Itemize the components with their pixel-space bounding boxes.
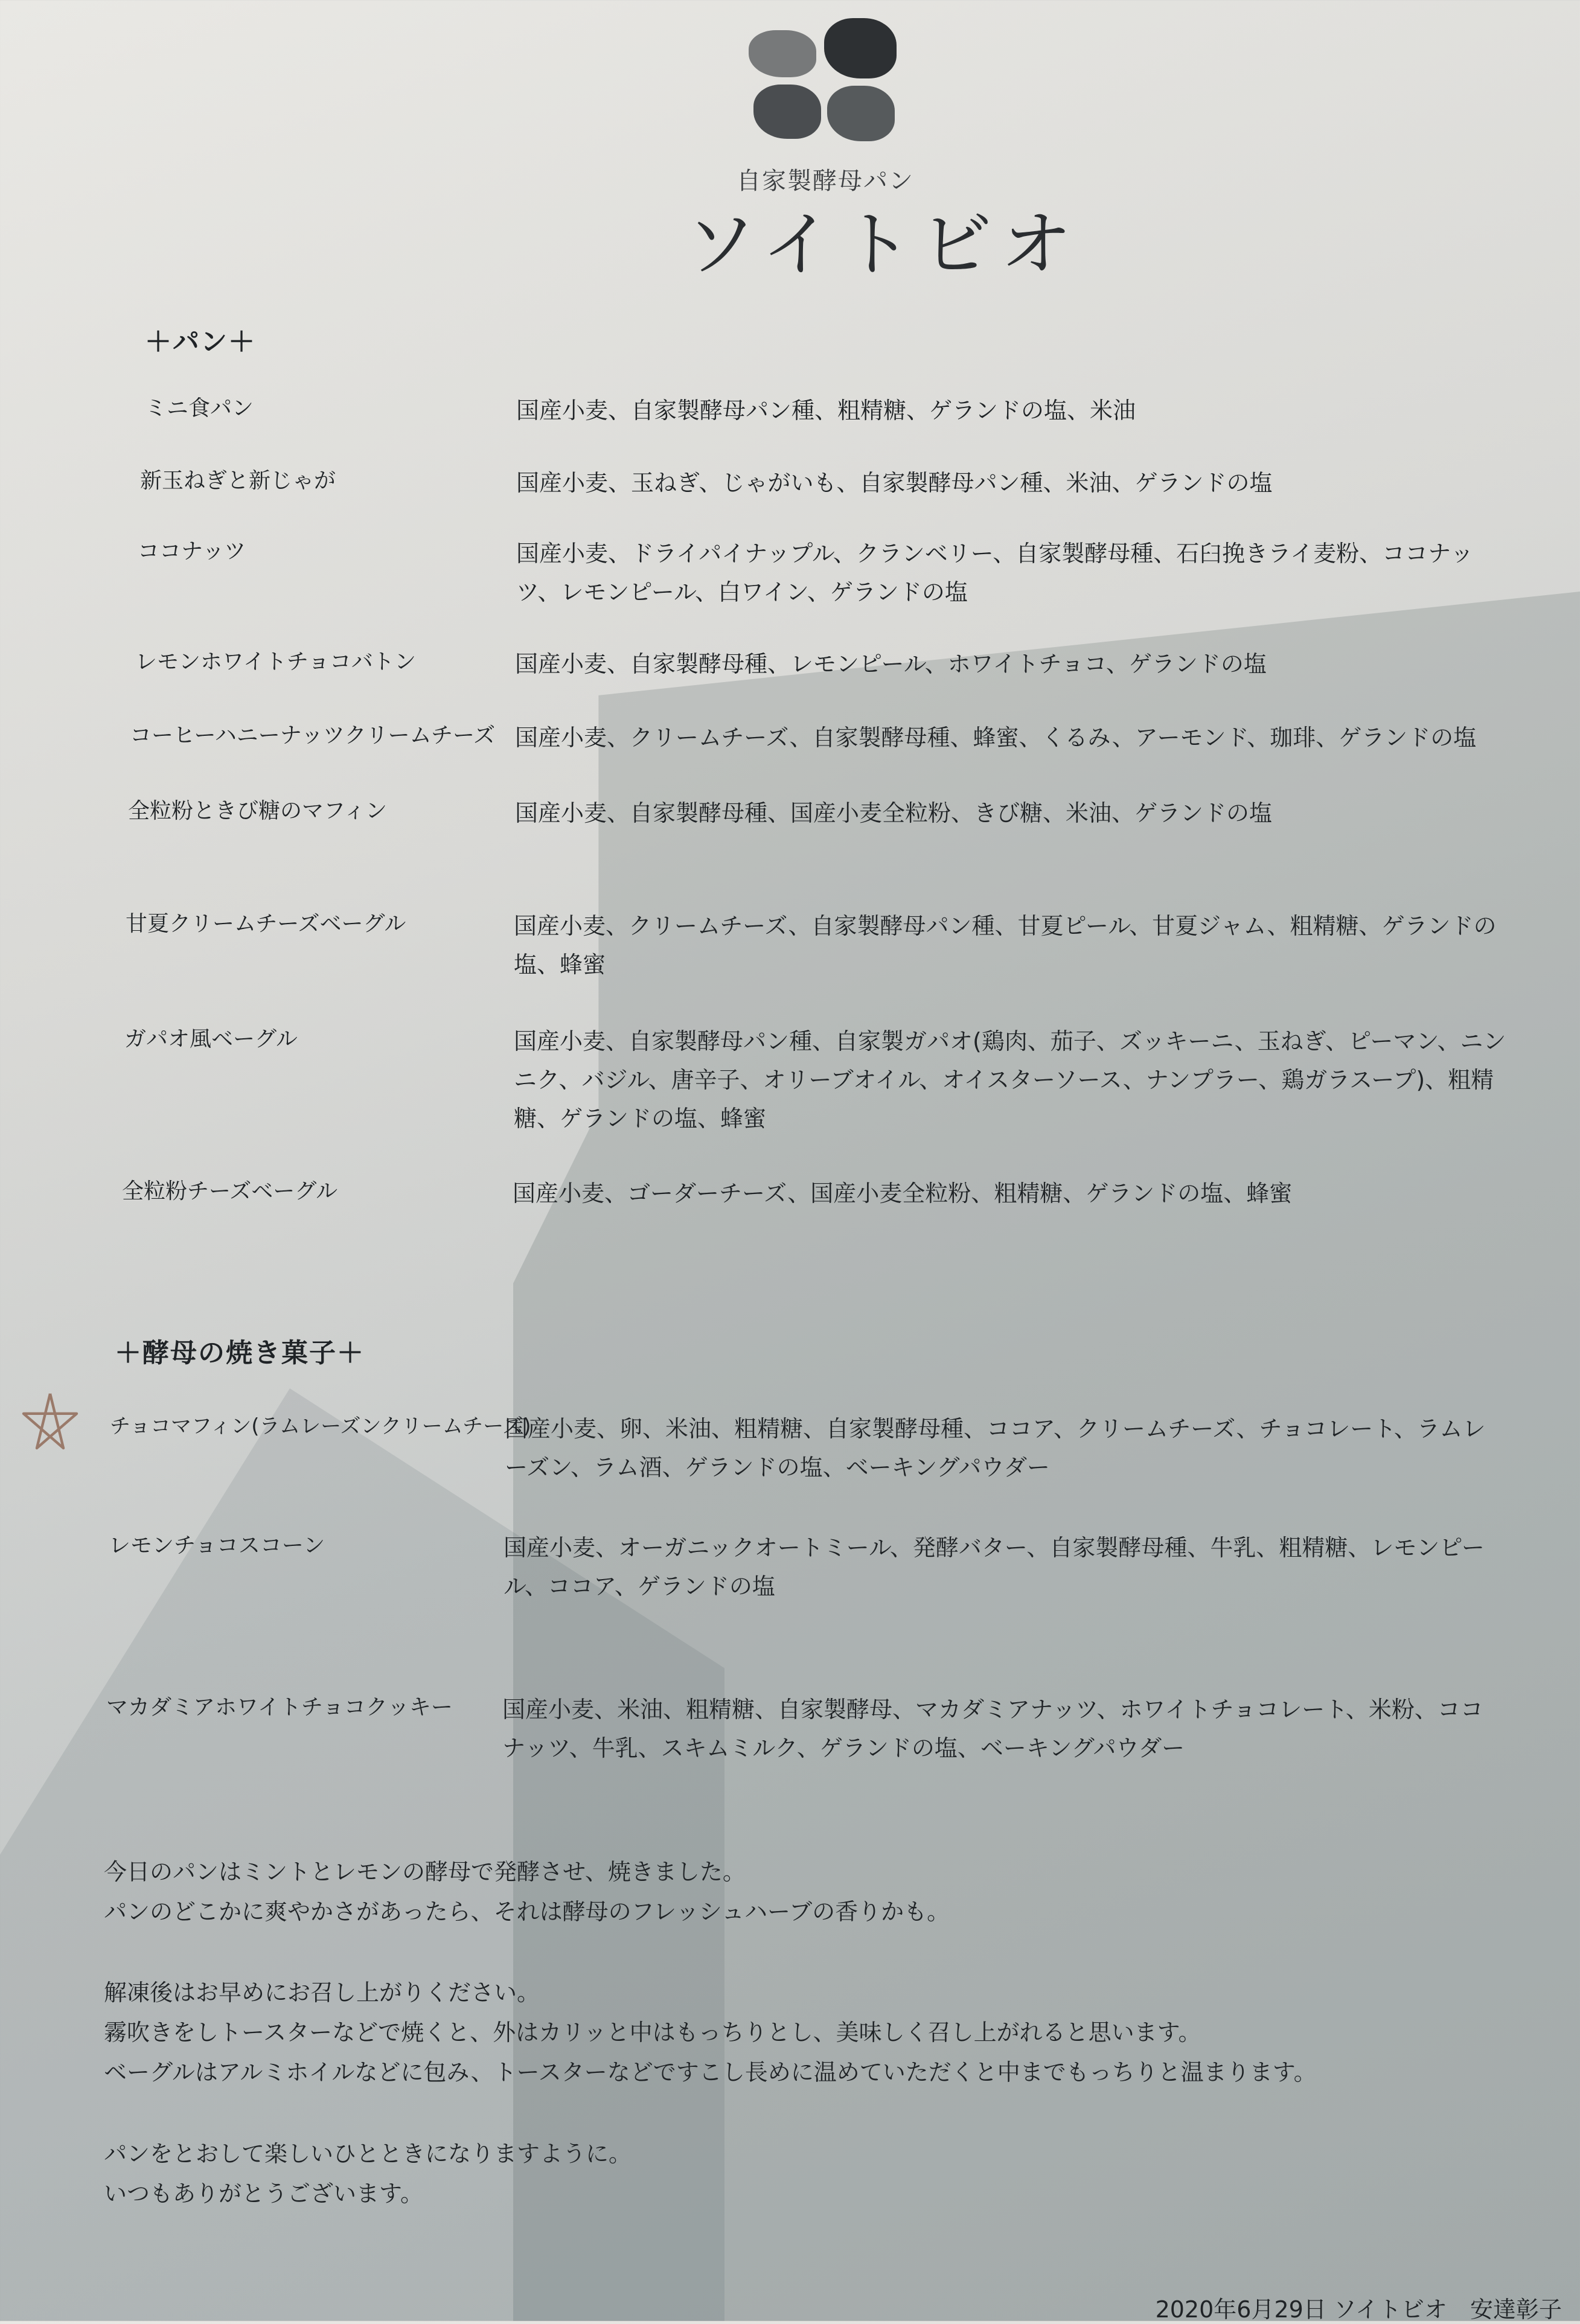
item-ingredients: 国産小麦、クリームチーズ、自家製酵母パン種、甘夏ピール、甘夏ジャム、粗精糖、ゲランドの塩、蜂蜜: [514, 913, 1497, 978]
note-paragraph: [104, 1852, 950, 1932]
brand-name: ソイトビオ: [685, 203, 1081, 286]
item-name: マカダミアホワイトチョコクッキー: [106, 1695, 453, 1720]
item-ingredients: 国産小麦、自家製酵母パン種、自家製ガパオ(鶏肉、茄子、ズッキーニ、玉ねぎ、ピーマン、ニンニク、バジル、唐辛子、オリーブオイル、オイスターソース、ナンプラー、鶏ガラスープ)、粗精糖、ゲランドの塩、蜂蜜: [514, 1028, 1506, 1132]
signature: 2020年6月29日 ソイトビオ 安達彰子: [1155, 2296, 1562, 2323]
item-ingredients: 国産小麦、クリームチーズ、自家製酵母種、蜂蜜、くるみ、アーモンド、珈琲、ゲランドの塩: [515, 724, 1477, 751]
item-name: チョコマフィン(ラムレーズンクリームチーズ): [110, 1414, 531, 1438]
note-line: ベーグルはアルミホイルなどに包み、トースターなどですこし長めに温めていただくと中までもっちりと温まります。: [104, 2059, 1317, 2086]
item-name: 全粒粉チーズベーグル: [122, 1179, 338, 1204]
item-name: 甘夏クリームチーズベーグル: [126, 911, 406, 936]
logo-blob: [824, 18, 897, 78]
item-ingredients: 国産小麦、玉ねぎ、じゃがいも、自家製酵母パン種、米油、ゲランドの塩: [516, 470, 1273, 496]
item-ingredients: 国産小麦、米油、粗精糖、自家製酵母、マカダミアナッツ、ホワイトチョコレート、米粉、ココナッツ、牛乳、スキムミルク、ゲランドの塩、ベーキングパウダー: [502, 1696, 1483, 1761]
note-line: 解凍後はお早めにお召し上がりください。: [104, 1979, 540, 2006]
item-name: 全粒粉ときび糖のマフィン: [128, 799, 388, 823]
item-ingredients: 国産小麦、ドライパイナップル、クランベリー、自家製酵母種、石臼挽きライ麦粉、ココナッツ、レモンピール、白ワイン、ゲランドの塩: [516, 540, 1474, 605]
note-paragraph: [104, 2134, 632, 2214]
item-name: レモンチョコスコーン: [109, 1533, 325, 1558]
logo-blob: [749, 30, 816, 77]
item-ingredients: 国産小麦、オーガニックオートミール、発酵バター、自家製酵母種、牛乳、粗精糖、レモンピール、ココア、ゲランドの塩: [504, 1534, 1485, 1600]
note-line: パンのどこかに爽やかさがあったら、それは酵母のフレッシュハーブの香りかも。: [104, 1898, 950, 1925]
item-ingredients: 国産小麦、自家製酵母種、レモンピール、ホワイトチョコ、ゲランドの塩: [515, 651, 1267, 677]
brand-logo: [749, 18, 906, 145]
item-name: コーヒーハニーナッツクリームチーズ: [130, 723, 496, 748]
item-name: レモンホワイトチョコバトン: [135, 650, 417, 674]
note-line: パンをとおして楽しいひとときになりますように。: [104, 2140, 632, 2167]
note-line: いつもありがとうございます。: [104, 2180, 423, 2207]
note-line: 今日のパンはミントとレモンの酵母で発酵させ、焼きました。: [104, 1859, 746, 1885]
section-title-bread: ＋パン＋: [145, 327, 256, 357]
logo-blob: [753, 85, 821, 139]
item-ingredients: 国産小麦、自家製酵母パン種、粗精糖、ゲランドの塩、米油: [516, 397, 1136, 424]
item-ingredients: 国産小麦、卵、米油、粗精糖、自家製酵母種、ココア、クリームチーズ、チョコレート、ラムレーズン、ラム酒、ゲランドの塩、ベーキングパウダー: [505, 1416, 1486, 1481]
item-name: ミニ食パン: [145, 396, 254, 421]
section-title-sweets: ＋酵母の焼き菓子＋: [115, 1338, 365, 1368]
note-line: 霧吹きをしトースターなどで焼くと、外はカリッと中はもっちりとし、美味しく召し上がれると思います。: [104, 2019, 1201, 2046]
item-name: 新玉ねぎと新じゃが: [140, 468, 336, 493]
star-icon: [17, 1388, 83, 1455]
note-paragraph: [104, 1973, 1317, 2092]
item-ingredients: 国産小麦、自家製酵母種、国産小麦全粒粉、きび糖、米油、ゲランドの塩: [515, 800, 1273, 826]
item-ingredients: 国産小麦、ゴーダーチーズ、国産小麦全粒粉、粗精糖、ゲランドの塩、蜂蜜: [513, 1180, 1293, 1207]
item-name: ココナッツ: [138, 539, 246, 564]
item-name: ガパオ風ベーグル: [124, 1027, 298, 1052]
brand-tagline: 自家製酵母パン: [737, 167, 914, 195]
logo-blob: [827, 86, 895, 141]
